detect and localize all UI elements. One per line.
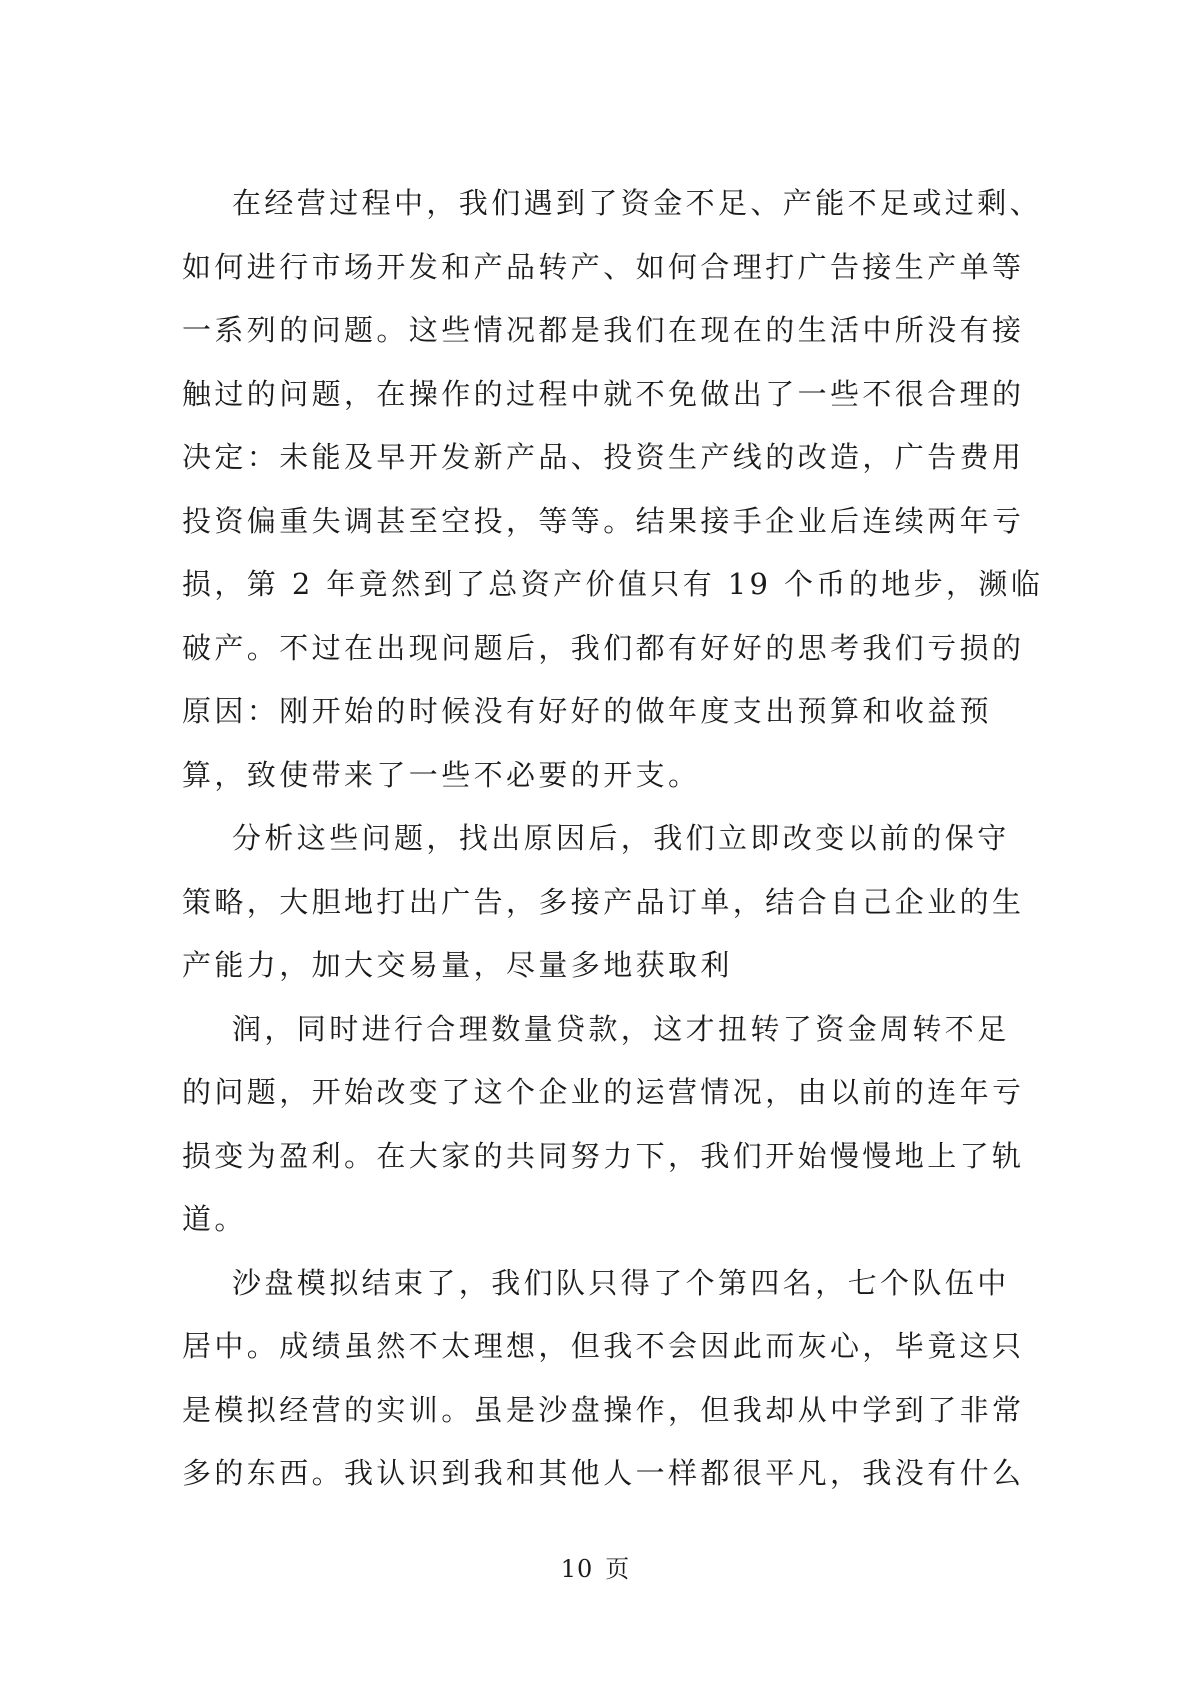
text-line: 是模拟经营的实训。虽是沙盘操作，但我却从中学到了非常 <box>182 1392 1025 1427</box>
text-line: 沙盘模拟结束了，我们队只得了个第四名，七个队伍中 <box>232 1265 1010 1300</box>
body-text <box>182 172 1044 1506</box>
text-line: 投资偏重失调甚至空投，等等。结果接手企业后连续两年亏 <box>182 503 1025 538</box>
paragraph-4 <box>182 1252 1025 1506</box>
page-unit-label: 页 <box>605 1555 631 1583</box>
text-line: 分析这些问题，找出原因后，我们立即改变以前的保守 <box>232 821 1010 855</box>
text-line: 算，致使带来了一些不必要的开支。 <box>182 757 701 792</box>
text-line: 在经营过程中，我们遇到了资金不足、产能不足或过剩、 <box>232 186 1043 220</box>
text-line: 一系列的问题。这些情况都是我们在现在的生活中所没有接 <box>182 313 1025 347</box>
paragraph-1 <box>182 172 1044 807</box>
text-line: 如何进行市场开发和产品转产、如何合理打广告接生产单等 <box>182 249 1025 284</box>
text-line: 道。 <box>182 1202 247 1236</box>
text-line: 损，第 2 年竟然到了总资产价值只有 19 个币的地步，濒临 <box>182 567 1044 601</box>
text-line: 居中。成绩虽然不太理想，但我不会因此而灰心，毕竟这只 <box>182 1329 1025 1363</box>
text-line: 多的东西。我认识到我和其他人一样都很平凡，我没有什么 <box>182 1456 1025 1490</box>
text-line: 损变为盈利。在大家的共同努力下，我们开始慢慢地上了轨 <box>182 1138 1025 1173</box>
text-line: 产能力，加大交易量，尽量多地获取利 <box>182 948 733 982</box>
text-line: 的问题，开始改变了这个企业的运营情况，由以前的连年亏 <box>182 1075 1025 1109</box>
text-line: 决定：未能及早开发新产品、投资生产线的改造，广告费用 <box>182 440 1025 474</box>
page-footer <box>0 1553 1191 1585</box>
paragraph-2 <box>182 807 1025 998</box>
text-line: 触过的问题，在操作的过程中就不免做出了一些不很合理的 <box>182 376 1025 411</box>
text-line: 原因：刚开始的时候没有好好的做年度支出预算和收益预 <box>182 694 993 728</box>
page-number: 10 <box>560 1555 594 1583</box>
text-line: 策略，大胆地打出广告，多接产品订单，结合自己企业的生 <box>182 884 1025 919</box>
text-line: 润，同时进行合理数量贷款，这才扭转了资金周转不足 <box>232 1011 1010 1046</box>
paragraph-3 <box>182 998 1025 1252</box>
text-line: 破产。不过在出现问题后，我们都有好好的思考我们亏损的 <box>182 630 1025 665</box>
